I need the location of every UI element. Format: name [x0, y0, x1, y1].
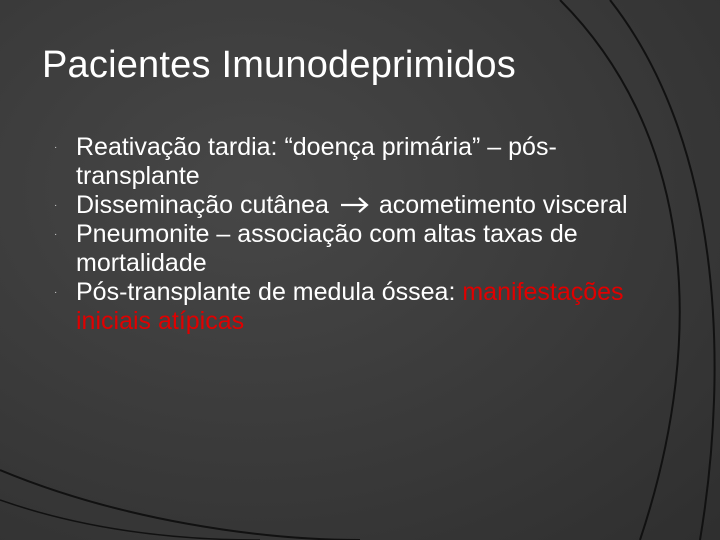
bullet-item-3 — [52, 220, 652, 278]
slide-title: Pacientes Imunodeprimidos — [42, 44, 516, 86]
bullet-list — [52, 133, 652, 336]
bullet-text: Reativação tardia: “doença primária” – pós-transplante — [76, 133, 557, 190]
bullet-marker: · — [54, 142, 58, 153]
bullet-item-1 — [52, 133, 652, 191]
bullet-text: Pneumonite – associação com altas taxas de mortalidade — [76, 220, 578, 277]
bullet-marker: · — [54, 200, 58, 211]
bullet-marker: · — [54, 229, 58, 240]
bullet-marker: · — [54, 287, 58, 298]
bullet-text-after-arrow: acometimento visceral — [378, 191, 628, 219]
bullet-highlight-text: manifestações iniciais atípicas — [76, 278, 624, 335]
bullet-text: Pós-transplante de medula óssea: — [76, 278, 456, 306]
bullet-item-4 — [52, 278, 652, 336]
right-arrow-icon — [340, 196, 370, 214]
bullet-text-before-arrow: Disseminação cutânea — [76, 191, 329, 219]
bullet-item-2 — [52, 191, 652, 220]
